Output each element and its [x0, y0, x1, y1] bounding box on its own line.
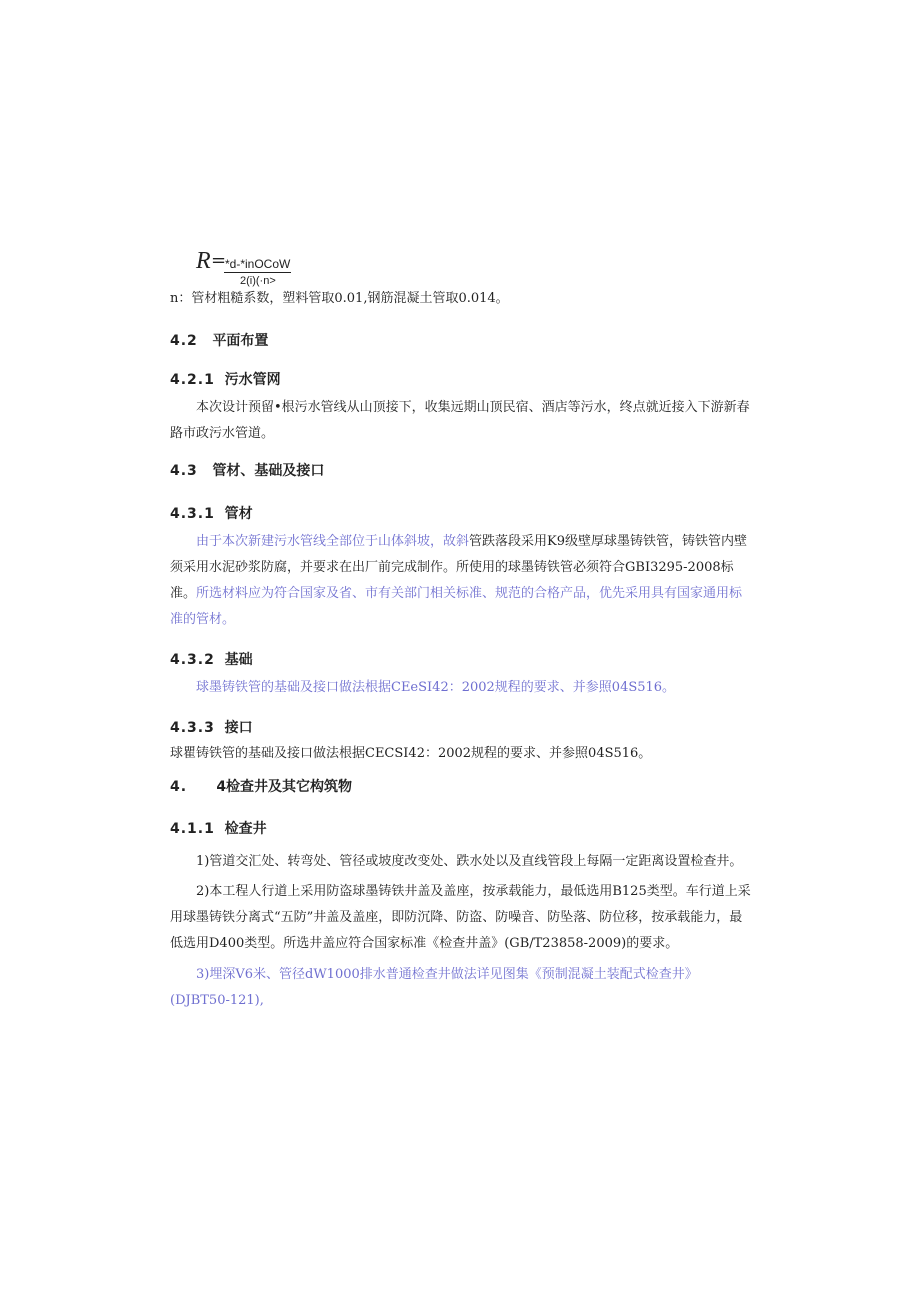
heading-title: 基础 — [224, 652, 253, 668]
formula-equals: = — [211, 250, 227, 271]
paragraph-sewer-network: 本次设计预留•根污水管线从山顶接下，收集远期山顶民宿、酒店等污水，终点就近接入下游新春路市政污水管道。 — [170, 400, 750, 441]
pipe-material-text-faded: 由于本次新建污水管线全部位于山体斜坡，故斜 — [196, 534, 470, 549]
heading-title: 管材 — [224, 506, 253, 522]
heading-title: 管材、基础及接口 — [212, 463, 325, 479]
heading-title: 污水管网 — [224, 372, 281, 388]
list-item-3: 3)埋深V6米、管径dW1000排水普通检查井做法详见图集《预制混凝土装配式检查井》(DJBT50-121), — [170, 967, 698, 1008]
list-item-2: 2)本工程人行道上采用防盗球墨铸铁井盖及盖座，按承载能力，最低选用B125类型。车行道上采用球墨铸铁分离式“五防”井盖及盖座，即防沉降、防盗、防噪音、防坠落、防位移，按承载能力，最低选用D400类型。所选井盖应符合国家标准《检查井盖》(GB/T23858-2009)的要求。 — [170, 884, 751, 951]
heading-number: 4. — [170, 779, 188, 795]
heading-title: 平面布置 — [212, 333, 269, 349]
heading-4-3-1 — [170, 503, 253, 523]
paragraph-foundation: 球墨铸铁管的基础及接口做法根据CEeSI42：2002规程的要求、并参照04S516。 — [196, 680, 676, 695]
paragraph-joint: 球瞿铸铁管的基础及接口做法根据CECSI42：2002规程的要求、并参照04S516。 — [170, 746, 652, 761]
list-item-1: 1)管道交汇处、转弯处、管径或坡度改变处、跌水处以及直线管段上每隔一定距离设置检查井。 — [196, 854, 743, 869]
formula-lhs: R — [196, 248, 211, 274]
heading-number: 4.3.3 — [170, 720, 215, 736]
heading-4-3-2 — [170, 649, 253, 669]
heading-number: 4.3 — [170, 463, 198, 479]
heading-4-1-1 — [170, 818, 267, 838]
heading-4-2 — [170, 330, 268, 350]
heading-title: 检查井 — [224, 821, 267, 837]
heading-number: 4.1.1 — [170, 821, 215, 837]
heading-4-3-3 — [170, 717, 253, 737]
heading-4-2-1 — [170, 369, 281, 389]
formula-numerator: *d-*inOCoW — [225, 257, 291, 271]
pipe-material-text: 管跌落段采用K9级壁厚球墨铸铁管，铸铁管内壁须采用水泥砂浆防腐，并要求在出厂前完成制作。所使用的球墨铸铁管必须符合GBI3295-2008标准。 — [170, 534, 747, 601]
heading-title: 4检查井及其它构筑物 — [216, 779, 353, 795]
heading-title: 接口 — [224, 720, 253, 736]
heading-4-4 — [170, 776, 352, 796]
coefficient-note: n：管材粗糙系数，塑料管取0.01,钢筋混凝土管取0.014。 — [170, 291, 509, 306]
heading-number: 4.3.1 — [170, 506, 215, 522]
paragraph-material-standards: 所选材料应为符合国家及省、市有关部门相关标准、规范的合格产品，优先采用具有国家通用标准的管材。 — [170, 586, 743, 627]
heading-number: 4.3.2 — [170, 652, 215, 668]
heading-4-3 — [170, 460, 324, 480]
heading-number: 4.2.1 — [170, 372, 215, 388]
heading-number: 4.2 — [170, 333, 198, 349]
formula-denominator: 2(i)(·n> — [240, 275, 276, 287]
